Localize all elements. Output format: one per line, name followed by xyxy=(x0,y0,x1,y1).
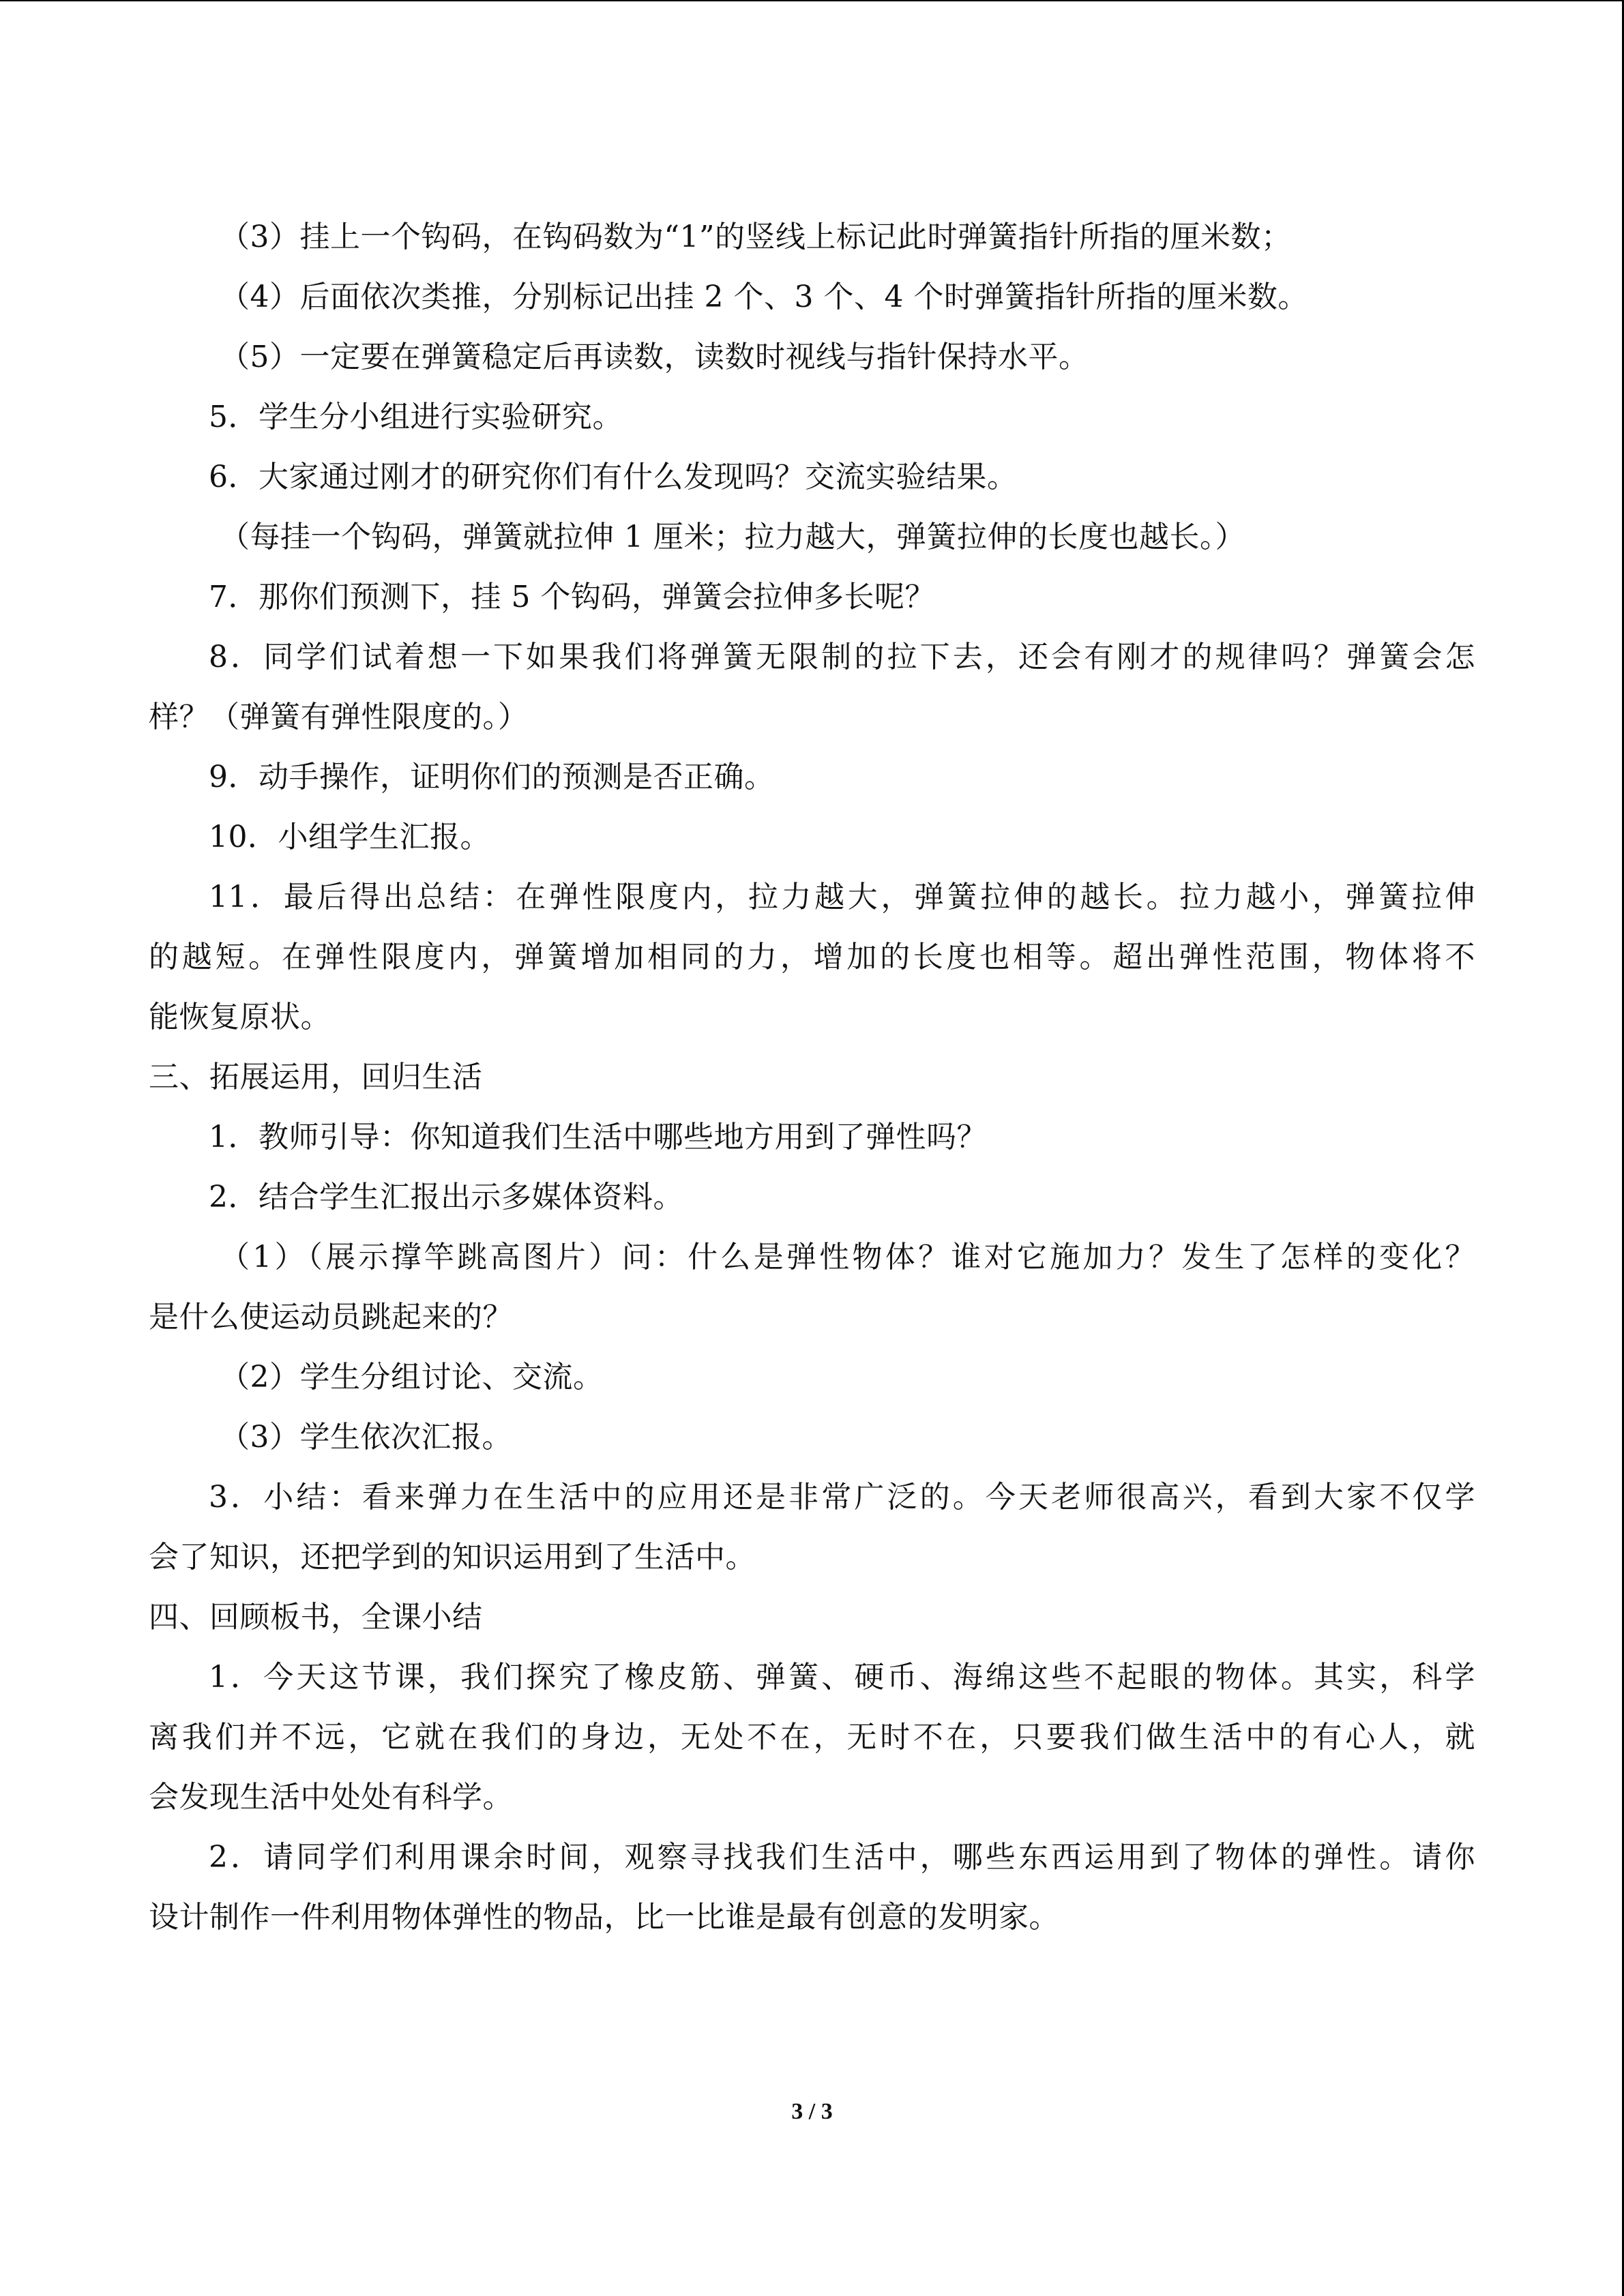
paragraph-line: （1）（展示撑竿跳高图片）问：什么是弹性物体？谁对它施加力？发生了怎样的变化？ xyxy=(220,1240,1475,1274)
paragraph-line: 8．同学们试着想一下如果我们将弹簧无限制的拉下去，还会有刚才的规律吗？弹簧会怎 xyxy=(209,640,1475,674)
page-number: 3 / 3 xyxy=(791,2099,833,2124)
paragraph-line: 11．最后得出总结：在弹性限度内，拉力越大，弹簧拉伸的越长。拉力越小，弹簧拉伸 xyxy=(209,880,1475,914)
paragraph-line: 7．那你们预测下，挂 5 个钩码，弹簧会拉伸多长呢？ xyxy=(209,580,935,614)
paragraph-line: 1．今天这节课，我们探究了橡皮筋、弹簧、硬币、海绵这些不起眼的物体。其实，科学 xyxy=(209,1660,1475,1695)
paragraph-line: 是什么使运动员跳起来的？ xyxy=(149,1300,513,1335)
paragraph-line: （5）一定要在弹簧稳定后再读数，读数时视线与指针保持水平。 xyxy=(220,340,1089,374)
paragraph-line: 3．小结：看来弹力在生活中的应用还是非常广泛的。今天老师很高兴，看到大家不仅学 xyxy=(209,1480,1475,1515)
paragraph-line: （2）学生分组讨论、交流。 xyxy=(220,1360,604,1395)
paragraph-line: 5．学生分小组进行实验研究。 xyxy=(209,400,623,434)
page-top-border xyxy=(0,0,1624,1)
paragraph-line: （4）后面依次类推，分别标记出挂 2 个、3 个、4 个时弹簧指针所指的厘米数。 xyxy=(220,280,1308,314)
section-heading: 四、回顾板书，全课小结 xyxy=(149,1600,483,1635)
paragraph-line: 1．教师引导：你知道我们生活中哪些地方用到了弹性吗？ xyxy=(209,1120,987,1154)
paragraph-line: 9．动手操作，证明你们的预测是否正确。 xyxy=(209,760,775,794)
section-heading: 三、拓展运用，回归生活 xyxy=(149,1060,483,1094)
paragraph-line: （3）学生依次汇报。 xyxy=(220,1420,512,1455)
paragraph-line: （3）挂上一个钩码，在钩码数为“1”的竖线上标记此时弹簧指针所指的厘米数； xyxy=(220,220,1292,254)
paragraph-line: 设计制作一件利用物体弹性的物品，比一比谁是最有创意的发明家。 xyxy=(149,1900,1059,1935)
paragraph-line: 的越短。在弹性限度内，弹簧增加相同的力，增加的长度也相等。超出弹性范围，物体将不 xyxy=(149,940,1475,974)
paragraph-line: 样？（弹簧有弹性限度的。） xyxy=(149,700,529,734)
paragraph-line: 10．小组学生汇报。 xyxy=(209,820,490,854)
paragraph-line: 离我们并不远，它就在我们的身边，无处不在，无时不在，只要我们做生活中的有心人，就 xyxy=(149,1720,1475,1755)
paragraph-line: （每挂一个钩码，弹簧就拉伸 1 厘米；拉力越大，弹簧拉伸的长度也越长。） xyxy=(220,520,1245,554)
paragraph-line: 2．请同学们利用课余时间，观察寻找我们生活中，哪些东西运用到了物体的弹性。请你 xyxy=(209,1840,1475,1875)
paragraph-line: 会了知识，还把学到的知识运用到了生活中。 xyxy=(149,1540,756,1575)
paragraph-line: 2．结合学生汇报出示多媒体资料。 xyxy=(209,1180,683,1214)
paragraph-line: 6．大家通过刚才的研究你们有什么发现吗？交流实验结果。 xyxy=(209,460,1018,494)
paragraph-line: 能恢复原状。 xyxy=(149,1000,331,1034)
paragraph-line: 会发现生活中处处有科学。 xyxy=(149,1780,513,1815)
document-body xyxy=(149,207,1475,1948)
